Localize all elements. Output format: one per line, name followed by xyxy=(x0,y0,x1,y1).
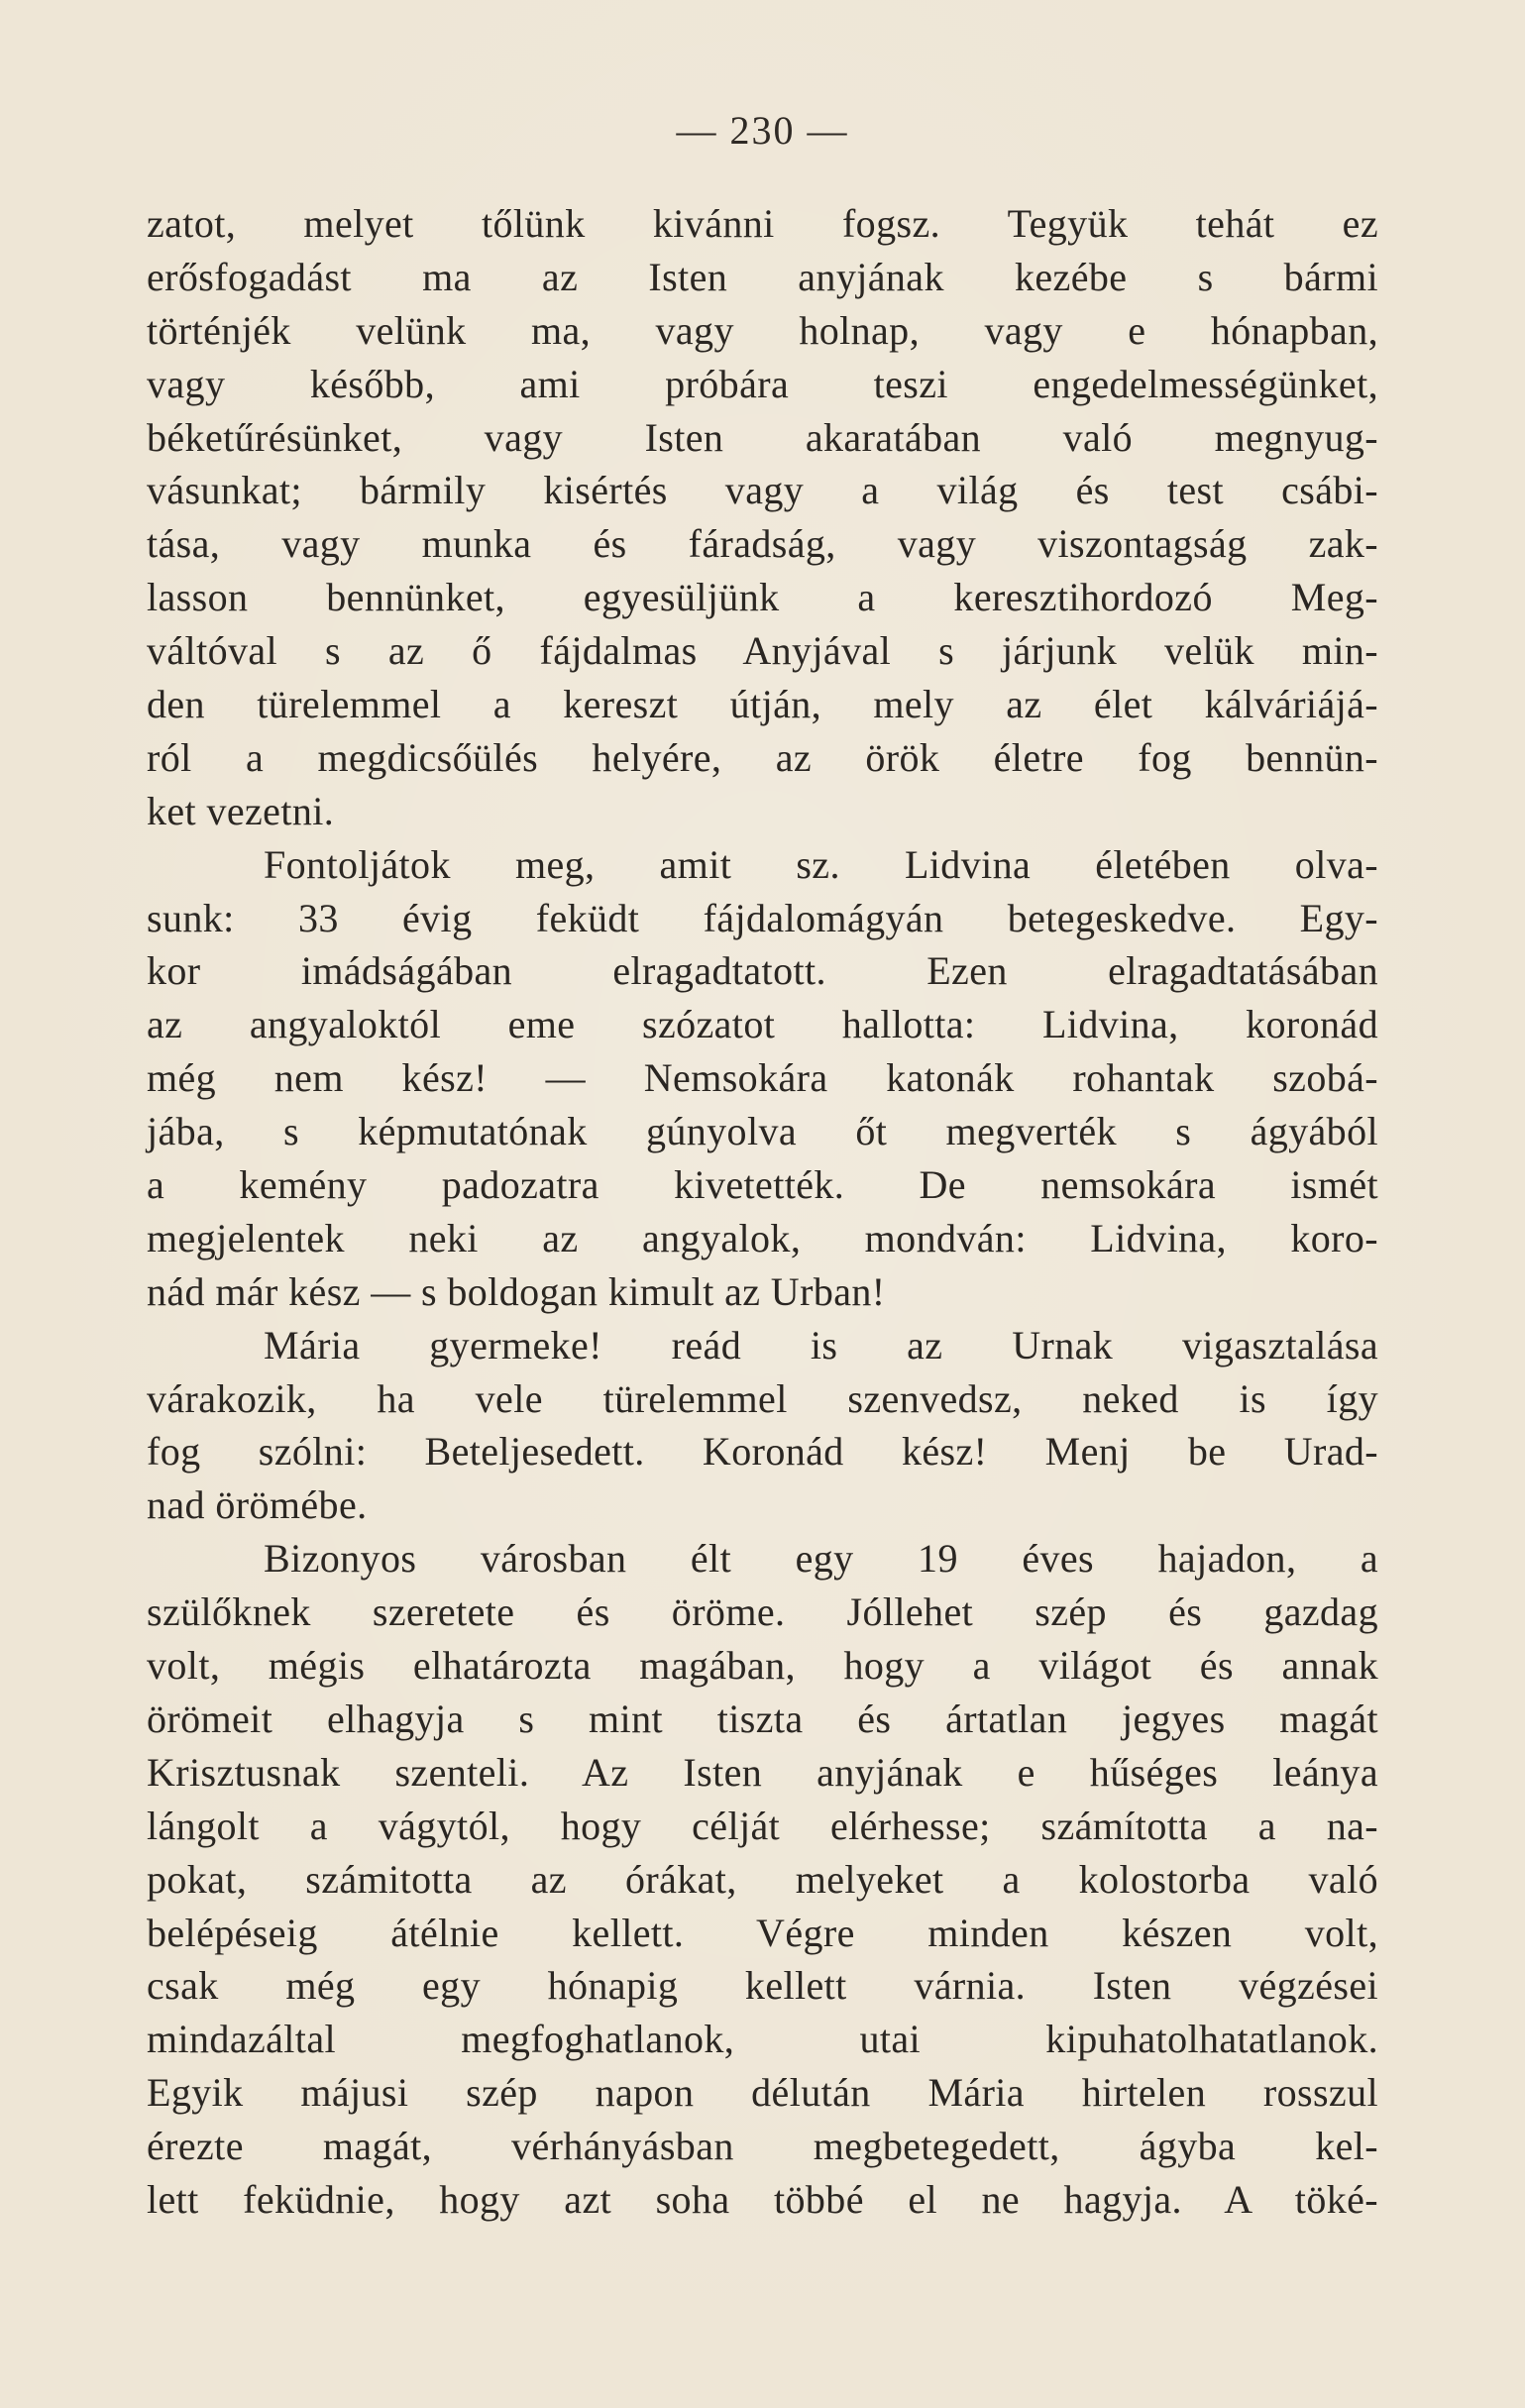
text-line: vagy később, ami próbára teszi engedelmességünket, xyxy=(147,361,1378,406)
text-line: Fontoljátok meg, amit sz. Lidvina életében olva- xyxy=(264,841,1378,887)
text-line: lángolt a vágytól, hogy célját elérhesse; számította a na- xyxy=(147,1803,1378,1848)
text-line: vásunkat; bármily kisértés vagy a világ és test csábi- xyxy=(147,468,1378,513)
text-line: örömeit elhagyja s mint tiszta és ártatlan jegyes magát xyxy=(147,1696,1378,1741)
text-line: belépéseig átélnie kellett. Végre minden készen volt, xyxy=(147,1910,1378,1955)
text-line: Mária gyermeke! reád is az Urnak vigasztalása xyxy=(264,1322,1378,1368)
text-line: lett feküdnie, hogy azt soha többé el ne hagyja. A töké- xyxy=(147,2176,1378,2222)
text-line: béketűrésünket, vagy Isten akaratában való megnyug- xyxy=(147,414,1378,460)
text-line: lasson bennünket, egyesüljünk a keresztihordozó Meg- xyxy=(147,575,1378,620)
text-line: kor imádságában elragadtatott. Ezen elragadtatásában xyxy=(147,948,1378,994)
text-line: Egyik májusi szép napon délután Mária hirtelen rosszul xyxy=(147,2070,1378,2116)
text-line: Bizonyos városban élt egy 19 éves hajadon, a xyxy=(264,1536,1378,1582)
text-line: az angyaloktól eme szózatot hallotta: Lidvina, koronád xyxy=(147,1002,1378,1047)
body-text xyxy=(147,197,1378,2227)
text-line: volt, mégis elhatározta magában, hogy a világot és annak xyxy=(147,1643,1378,1689)
page-number: — 230 — xyxy=(676,108,849,153)
text-line: nad örömébe. xyxy=(147,1482,368,1528)
text-line: Krisztusnak szenteli. Az Isten anyjának e hűséges leánya xyxy=(147,1749,1378,1795)
text-line: pokat, számitotta az órákat, melyeket a kolostorba való xyxy=(147,1856,1378,1902)
text-line: várakozik, ha vele türelemmel szenvedsz, neked is így xyxy=(147,1375,1378,1421)
text-line: erősfogadást ma az Isten anyjának kezébe s bármi xyxy=(147,254,1378,299)
text-line: sunk: 33 évig feküdt fájdalomágyán betegeskedve. Egy- xyxy=(147,895,1378,940)
text-line: szülőknek szeretete és öröme. Jóllehet szép és gazdag xyxy=(147,1589,1378,1635)
text-line: den türelemmel a kereszt útján, mely az élet kálváriájá- xyxy=(147,682,1378,727)
text-line: megjelentek neki az angyalok, mondván: Lidvina, koro- xyxy=(147,1215,1378,1260)
text-line: nád már kész — s boldogan kimult az Urban! xyxy=(147,1268,886,1314)
text-line: ról a megdicsőülés helyére, az örök életre fog bennün- xyxy=(147,734,1378,780)
text-line: még nem kész! — Nemsokára katonák rohantak szobá- xyxy=(147,1055,1378,1101)
text-line: jába, s képmutatónak gúnyolva őt megverték s ágyából xyxy=(147,1109,1378,1154)
text-line: történjék velünk ma, vagy holnap, vagy e hónapban, xyxy=(147,307,1378,353)
text-line: a kemény padozatra kivetették. De nemsokára ismét xyxy=(147,1162,1378,1208)
text-line: mindazáltal megfoghatlanok, utai kipuhatolhatatlanok. xyxy=(147,2017,1378,2062)
text-line: érezte magát, vérhányásban megbetegedett, ágyba kel- xyxy=(147,2124,1378,2169)
text-line: zatot, melyet tőlünk kivánni fogsz. Tegyük tehát ez xyxy=(147,201,1378,246)
text-line: váltóval s az ő fájdalmas Anyjával s járjunk velük min- xyxy=(147,628,1378,674)
text-line: fog szólni: Beteljesedett. Koronád kész! Menj be Urad- xyxy=(147,1429,1378,1475)
text-line: ket vezetni. xyxy=(147,788,335,833)
text-line: tása, vagy munka és fáradság, vagy viszontagság zak- xyxy=(147,521,1378,567)
text-line: csak még egy hónapig kellett várnia. Isten végzései xyxy=(147,1963,1378,2009)
